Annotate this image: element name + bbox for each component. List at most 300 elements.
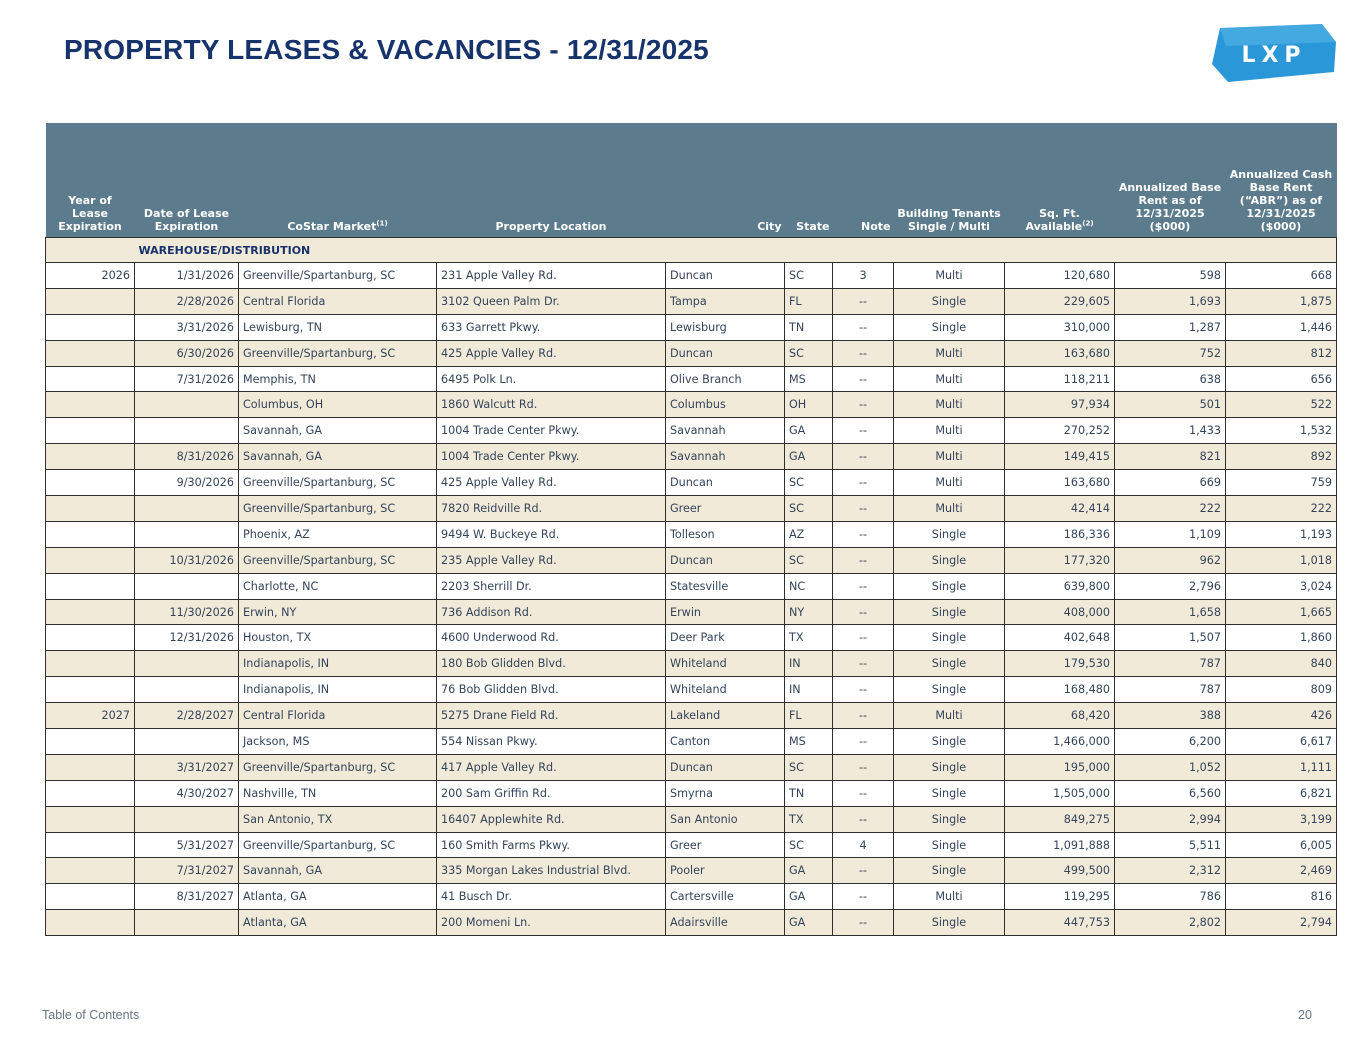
cell-sqft: 177,320 — [1005, 547, 1115, 573]
cell-cash-abr: 809 — [1226, 677, 1337, 703]
cell-state: TN — [785, 780, 833, 806]
cell-city: Canton — [666, 729, 785, 755]
cell-tenants: Single — [894, 314, 1005, 340]
cell-year — [46, 392, 135, 418]
cell-date: 10/31/2026 — [135, 547, 239, 573]
cell-city: Greer — [666, 832, 785, 858]
cell-abr: 222 — [1115, 496, 1226, 522]
cell-location: 736 Addison Rd. — [437, 599, 666, 625]
table-row — [46, 314, 1337, 340]
cell-abr: 2,796 — [1115, 573, 1226, 599]
cell-market: Indianapolis, IN — [239, 677, 437, 703]
cell-state: FL — [785, 703, 833, 729]
cell-location: 425 Apple Valley Rd. — [437, 340, 666, 366]
table-row — [46, 288, 1337, 314]
cell-note: -- — [833, 496, 894, 522]
cell-date — [135, 651, 239, 677]
cell-city: Greer — [666, 496, 785, 522]
cell-city: Tampa — [666, 288, 785, 314]
cell-sqft: 447,753 — [1005, 910, 1115, 936]
cell-sqft: 499,500 — [1005, 858, 1115, 884]
cell-cash-abr: 812 — [1226, 340, 1337, 366]
cell-tenants: Single — [894, 521, 1005, 547]
cell-abr: 752 — [1115, 340, 1226, 366]
table-of-contents-link[interactable]: Table of Contents — [42, 1008, 140, 1022]
cell-year — [46, 573, 135, 599]
cell-location: 16407 Applewhite Rd. — [437, 806, 666, 832]
cell-year — [46, 832, 135, 858]
cell-date: 11/30/2026 — [135, 599, 239, 625]
cell-location: 2203 Sherrill Dr. — [437, 573, 666, 599]
cell-market: Greenville/Spartanburg, SC — [239, 263, 437, 289]
table-row — [46, 884, 1337, 910]
table-row — [46, 754, 1337, 780]
cell-cash-abr: 1,193 — [1226, 521, 1337, 547]
cell-date — [135, 392, 239, 418]
cell-tenants: Single — [894, 754, 1005, 780]
cell-cash-abr: 892 — [1226, 444, 1337, 470]
cell-note: -- — [833, 754, 894, 780]
header-location: Property Location — [437, 123, 666, 238]
cell-tenants: Single — [894, 547, 1005, 573]
cell-tenants: Multi — [894, 703, 1005, 729]
cell-tenants: Single — [894, 832, 1005, 858]
cell-location: 235 Apple Valley Rd. — [437, 547, 666, 573]
cell-sqft: 849,275 — [1005, 806, 1115, 832]
cell-city: Duncan — [666, 754, 785, 780]
cell-date: 12/31/2026 — [135, 625, 239, 651]
cell-tenants: Single — [894, 573, 1005, 599]
table-row — [46, 366, 1337, 392]
cell-city: Pooler — [666, 858, 785, 884]
cell-cash-abr: 1,665 — [1226, 599, 1337, 625]
cell-year — [46, 288, 135, 314]
header-city: City — [666, 123, 785, 238]
cell-location: 554 Nissan Pkwy. — [437, 729, 666, 755]
cell-year — [46, 625, 135, 651]
cell-city: Columbus — [666, 392, 785, 418]
cell-state: TX — [785, 806, 833, 832]
cell-market: Greenville/Spartanburg, SC — [239, 496, 437, 522]
cell-tenants: Single — [894, 910, 1005, 936]
cell-sqft: 118,211 — [1005, 366, 1115, 392]
cell-market: Central Florida — [239, 703, 437, 729]
cell-date: 3/31/2026 — [135, 314, 239, 340]
cell-year — [46, 599, 135, 625]
cell-sqft: 120,680 — [1005, 263, 1115, 289]
cell-abr: 2,994 — [1115, 806, 1226, 832]
cell-state: OH — [785, 392, 833, 418]
page-number: 20 — [1298, 1008, 1312, 1022]
cell-date — [135, 677, 239, 703]
cell-sqft: 179,530 — [1005, 651, 1115, 677]
cell-note: 3 — [833, 263, 894, 289]
cell-sqft: 639,800 — [1005, 573, 1115, 599]
cell-year — [46, 780, 135, 806]
cell-sqft: 229,605 — [1005, 288, 1115, 314]
cell-tenants: Multi — [894, 263, 1005, 289]
cell-note: -- — [833, 418, 894, 444]
cell-market: Indianapolis, IN — [239, 651, 437, 677]
cell-city: Duncan — [666, 547, 785, 573]
header-market-footnote: (1) — [376, 219, 388, 228]
cell-abr: 2,312 — [1115, 858, 1226, 884]
cell-abr: 501 — [1115, 392, 1226, 418]
cell-abr: 388 — [1115, 703, 1226, 729]
cell-note: -- — [833, 392, 894, 418]
cell-sqft: 1,505,000 — [1005, 780, 1115, 806]
header-cash-abr: Annualized Cash Base Rent (“ABR”) as of 12/31/2025 ($000) — [1226, 123, 1337, 238]
cell-location: 5275 Drane Field Rd. — [437, 703, 666, 729]
cell-sqft: 168,480 — [1005, 677, 1115, 703]
cell-abr: 669 — [1115, 470, 1226, 496]
cell-note: 4 — [833, 832, 894, 858]
cell-cash-abr: 2,794 — [1226, 910, 1337, 936]
cell-note: -- — [833, 599, 894, 625]
cell-year — [46, 677, 135, 703]
cell-tenants: Single — [894, 625, 1005, 651]
cell-note: -- — [833, 470, 894, 496]
cell-state: GA — [785, 858, 833, 884]
table-row — [46, 521, 1337, 547]
cell-year — [46, 340, 135, 366]
cell-date: 7/31/2027 — [135, 858, 239, 884]
cell-city: Savannah — [666, 418, 785, 444]
cell-abr: 1,658 — [1115, 599, 1226, 625]
table-row — [46, 599, 1337, 625]
cell-tenants: Single — [894, 288, 1005, 314]
cell-market: Savannah, GA — [239, 444, 437, 470]
cell-location: 200 Momeni Ln. — [437, 910, 666, 936]
cell-city: Adairsville — [666, 910, 785, 936]
cell-state: SC — [785, 340, 833, 366]
cell-cash-abr: 6,821 — [1226, 780, 1337, 806]
cell-location: 1004 Trade Center Pkwy. — [437, 418, 666, 444]
cell-location: 41 Busch Dr. — [437, 884, 666, 910]
cell-city: Lakeland — [666, 703, 785, 729]
cell-tenants: Single — [894, 780, 1005, 806]
cell-tenants: Single — [894, 651, 1005, 677]
cell-tenants: Single — [894, 729, 1005, 755]
cell-note: -- — [833, 806, 894, 832]
cell-year — [46, 418, 135, 444]
cell-year — [46, 754, 135, 780]
table-row — [46, 780, 1337, 806]
cell-location: 160 Smith Farms Pkwy. — [437, 832, 666, 858]
cell-state: GA — [785, 418, 833, 444]
cell-cash-abr: 759 — [1226, 470, 1337, 496]
cell-abr: 962 — [1115, 547, 1226, 573]
cell-year — [46, 651, 135, 677]
lxp-logo — [1210, 24, 1338, 84]
cell-tenants: Multi — [894, 444, 1005, 470]
cell-market: Atlanta, GA — [239, 884, 437, 910]
cell-state: TX — [785, 625, 833, 651]
cell-note: -- — [833, 340, 894, 366]
cell-note: -- — [833, 314, 894, 340]
table-row — [46, 573, 1337, 599]
cell-location: 4600 Underwood Rd. — [437, 625, 666, 651]
cell-state: GA — [785, 884, 833, 910]
cell-city: Smyrna — [666, 780, 785, 806]
table-row — [46, 496, 1337, 522]
cell-note: -- — [833, 521, 894, 547]
section-spacer — [46, 238, 135, 263]
table-row — [46, 651, 1337, 677]
cell-state: SC — [785, 754, 833, 780]
header-year: Year of Lease Expiration — [46, 123, 135, 238]
cell-note: -- — [833, 780, 894, 806]
cell-state: GA — [785, 910, 833, 936]
cell-state: SC — [785, 496, 833, 522]
cell-date: 2/28/2027 — [135, 703, 239, 729]
table-row — [46, 806, 1337, 832]
cell-abr: 5,511 — [1115, 832, 1226, 858]
cell-year — [46, 910, 135, 936]
cell-year — [46, 314, 135, 340]
cell-cash-abr: 1,875 — [1226, 288, 1337, 314]
cell-cash-abr: 6,617 — [1226, 729, 1337, 755]
header-abr: Annualized Base Rent as of 12/31/2025 ($000) — [1115, 123, 1226, 238]
cell-market: Central Florida — [239, 288, 437, 314]
cell-abr: 2,802 — [1115, 910, 1226, 936]
cell-abr: 1,507 — [1115, 625, 1226, 651]
cell-city: Deer Park — [666, 625, 785, 651]
cell-abr: 821 — [1115, 444, 1226, 470]
cell-city: San Antonio — [666, 806, 785, 832]
cell-location: 425 Apple Valley Rd. — [437, 470, 666, 496]
cell-year — [46, 366, 135, 392]
cell-note: -- — [833, 703, 894, 729]
cell-state: TN — [785, 314, 833, 340]
table-row — [46, 392, 1337, 418]
cell-city: Olive Branch — [666, 366, 785, 392]
header-note: Note — [833, 123, 894, 238]
cell-abr: 598 — [1115, 263, 1226, 289]
cell-sqft: 119,295 — [1005, 884, 1115, 910]
cell-note: -- — [833, 910, 894, 936]
cell-cash-abr: 426 — [1226, 703, 1337, 729]
header-sqft — [1005, 123, 1115, 238]
header-date: Date of Lease Expiration — [135, 123, 239, 238]
cell-cash-abr: 222 — [1226, 496, 1337, 522]
cell-abr: 1,109 — [1115, 521, 1226, 547]
cell-market: Greenville/Spartanburg, SC — [239, 340, 437, 366]
table-row — [46, 547, 1337, 573]
cell-cash-abr: 1,446 — [1226, 314, 1337, 340]
cell-market: Nashville, TN — [239, 780, 437, 806]
cell-market: Greenville/Spartanburg, SC — [239, 832, 437, 858]
cell-date — [135, 910, 239, 936]
cell-city: Whiteland — [666, 651, 785, 677]
cell-tenants: Single — [894, 858, 1005, 884]
cell-sqft: 270,252 — [1005, 418, 1115, 444]
cell-market: Savannah, GA — [239, 418, 437, 444]
cell-date: 8/31/2026 — [135, 444, 239, 470]
cell-location: 231 Apple Valley Rd. — [437, 263, 666, 289]
cell-sqft: 1,466,000 — [1005, 729, 1115, 755]
table-row — [46, 263, 1337, 289]
cell-abr: 638 — [1115, 366, 1226, 392]
cell-date: 2/28/2026 — [135, 288, 239, 314]
cell-cash-abr: 1,860 — [1226, 625, 1337, 651]
header-market-label: CoStar Market — [287, 220, 377, 233]
page-title: PROPERTY LEASES & VACANCIES - 12/31/2025 — [64, 34, 709, 65]
cell-abr: 6,200 — [1115, 729, 1226, 755]
table-row — [46, 340, 1337, 366]
header-market — [239, 123, 437, 238]
cell-year — [46, 470, 135, 496]
cell-cash-abr: 522 — [1226, 392, 1337, 418]
cell-market: Savannah, GA — [239, 858, 437, 884]
cell-city: Duncan — [666, 340, 785, 366]
cell-city: Duncan — [666, 470, 785, 496]
cell-market: Memphis, TN — [239, 366, 437, 392]
cell-cash-abr: 2,469 — [1226, 858, 1337, 884]
cell-state: SC — [785, 547, 833, 573]
cell-state: NC — [785, 573, 833, 599]
cell-note: -- — [833, 729, 894, 755]
cell-date — [135, 573, 239, 599]
cell-note: -- — [833, 288, 894, 314]
cell-note: -- — [833, 547, 894, 573]
table-row — [46, 910, 1337, 936]
cell-market: Greenville/Spartanburg, SC — [239, 470, 437, 496]
cell-year — [46, 521, 135, 547]
cell-date: 9/30/2026 — [135, 470, 239, 496]
cell-tenants: Multi — [894, 366, 1005, 392]
cell-tenants: Multi — [894, 340, 1005, 366]
lease-table — [45, 123, 1337, 936]
cell-cash-abr: 3,199 — [1226, 806, 1337, 832]
table-row — [46, 677, 1337, 703]
cell-location: 1860 Walcutt Rd. — [437, 392, 666, 418]
cell-abr: 1,287 — [1115, 314, 1226, 340]
cell-year — [46, 806, 135, 832]
cell-tenants: Multi — [894, 392, 1005, 418]
cell-market: Greenville/Spartanburg, SC — [239, 754, 437, 780]
cell-tenants: Multi — [894, 470, 1005, 496]
cell-market: Houston, TX — [239, 625, 437, 651]
cell-sqft: 402,648 — [1005, 625, 1115, 651]
table-row — [46, 444, 1337, 470]
cell-state: GA — [785, 444, 833, 470]
cell-cash-abr: 840 — [1226, 651, 1337, 677]
cell-cash-abr: 668 — [1226, 263, 1337, 289]
cell-date — [135, 496, 239, 522]
table-row — [46, 418, 1337, 444]
cell-city: Savannah — [666, 444, 785, 470]
cell-cash-abr: 656 — [1226, 366, 1337, 392]
cell-state: MS — [785, 729, 833, 755]
cell-sqft: 1,091,888 — [1005, 832, 1115, 858]
logo-text: LXP — [1241, 43, 1307, 68]
cell-cash-abr: 816 — [1226, 884, 1337, 910]
cell-state: FL — [785, 288, 833, 314]
cell-location: 633 Garrett Pkwy. — [437, 314, 666, 340]
cell-state: SC — [785, 263, 833, 289]
cell-tenants: Single — [894, 677, 1005, 703]
cell-note: -- — [833, 625, 894, 651]
header-tenants: Building Tenants Single / Multi — [894, 123, 1005, 238]
cell-tenants: Multi — [894, 418, 1005, 444]
cell-market: Charlotte, NC — [239, 573, 437, 599]
cell-note: -- — [833, 366, 894, 392]
cell-sqft: 310,000 — [1005, 314, 1115, 340]
cell-abr: 6,560 — [1115, 780, 1226, 806]
cell-date — [135, 521, 239, 547]
cell-market: Columbus, OH — [239, 392, 437, 418]
cell-year — [46, 444, 135, 470]
cell-location: 335 Morgan Lakes Industrial Blvd. — [437, 858, 666, 884]
cell-cash-abr: 6,005 — [1226, 832, 1337, 858]
cell-city: Statesville — [666, 573, 785, 599]
cell-market: Jackson, MS — [239, 729, 437, 755]
cell-date: 4/30/2027 — [135, 780, 239, 806]
cell-state: NY — [785, 599, 833, 625]
section-row — [46, 238, 1337, 263]
cell-abr: 787 — [1115, 651, 1226, 677]
cell-year — [46, 496, 135, 522]
table-header-row — [46, 123, 1337, 238]
cell-year: 2026 — [46, 263, 135, 289]
header-state: State — [785, 123, 833, 238]
cell-sqft: 149,415 — [1005, 444, 1115, 470]
cell-market: Erwin, NY — [239, 599, 437, 625]
cell-year — [46, 858, 135, 884]
cell-market: Greenville/Spartanburg, SC — [239, 547, 437, 573]
cell-tenants: Single — [894, 806, 1005, 832]
header-sqft-label: Sq. Ft. Available — [1025, 207, 1083, 233]
cell-note: -- — [833, 858, 894, 884]
cell-sqft: 42,414 — [1005, 496, 1115, 522]
cell-sqft: 163,680 — [1005, 340, 1115, 366]
cell-state: IN — [785, 677, 833, 703]
cell-year — [46, 729, 135, 755]
cell-city: Duncan — [666, 263, 785, 289]
cell-city: Erwin — [666, 599, 785, 625]
cell-note: -- — [833, 444, 894, 470]
table-row — [46, 703, 1337, 729]
cell-year: 2027 — [46, 703, 135, 729]
cell-location: 76 Bob Glidden Blvd. — [437, 677, 666, 703]
cell-location: 180 Bob Glidden Blvd. — [437, 651, 666, 677]
cell-sqft: 186,336 — [1005, 521, 1115, 547]
cell-date: 8/31/2027 — [135, 884, 239, 910]
cell-sqft: 163,680 — [1005, 470, 1115, 496]
cell-city: Lewisburg — [666, 314, 785, 340]
cell-date: 1/31/2026 — [135, 263, 239, 289]
cell-location: 9494 W. Buckeye Rd. — [437, 521, 666, 547]
cell-market: San Antonio, TX — [239, 806, 437, 832]
cell-abr: 1,693 — [1115, 288, 1226, 314]
cell-tenants: Single — [894, 599, 1005, 625]
cell-abr: 786 — [1115, 884, 1226, 910]
cell-city: Tolleson — [666, 521, 785, 547]
cell-state: SC — [785, 832, 833, 858]
cell-location: 417 Apple Valley Rd. — [437, 754, 666, 780]
cell-date: 3/31/2027 — [135, 754, 239, 780]
table-row — [46, 470, 1337, 496]
cell-tenants: Multi — [894, 496, 1005, 522]
table-row — [46, 729, 1337, 755]
cell-date — [135, 729, 239, 755]
cell-note: -- — [833, 651, 894, 677]
cell-city: Cartersville — [666, 884, 785, 910]
cell-sqft: 68,420 — [1005, 703, 1115, 729]
cell-abr: 787 — [1115, 677, 1226, 703]
header-sqft-footnote: (2) — [1082, 219, 1094, 228]
